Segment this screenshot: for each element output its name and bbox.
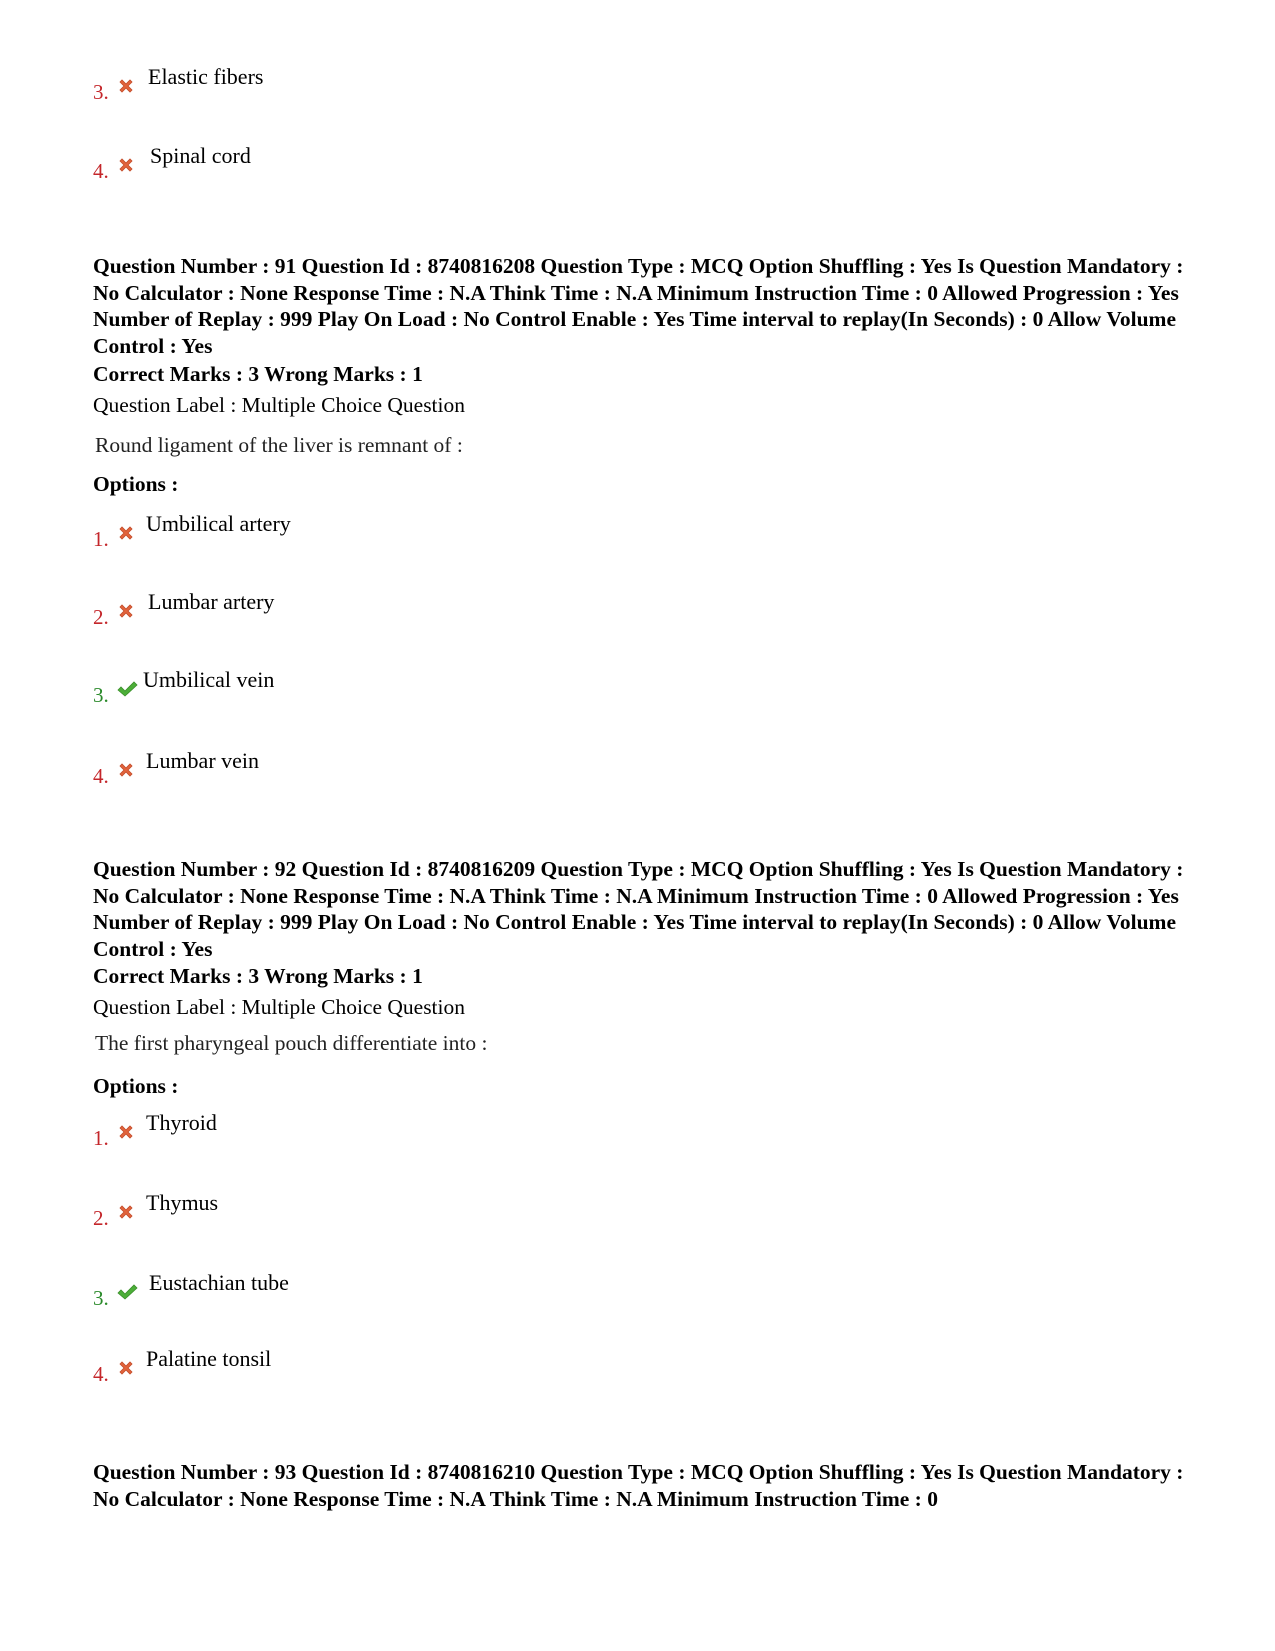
question-meta: Question Number : 91 Question Id : 8740816208 Question Type : MCQ Option Shuffling : Yes Is Question Mandatory : No Calculator : None Response Time : N.A Think Time : N.A Minimum Instruction Time : 0 Allowed Progression : Yes Number of Replay : 999 Play On Load : No Control Enable : Yes Time interval to replay(In Seconds) : 0 Allow Volume Control : Yes (93, 254, 1184, 358)
option-row (93, 1348, 693, 1388)
option-row (93, 1192, 693, 1232)
option-text: Umbilical vein (143, 667, 275, 692)
check-icon (116, 679, 136, 699)
cross-icon (116, 760, 136, 780)
option-row (93, 66, 693, 106)
option-row (93, 669, 693, 709)
question-label: Question Label : Multiple Choice Question (93, 393, 466, 417)
option-number: 2. (93, 605, 109, 629)
option-text: Thyroid (146, 1110, 217, 1135)
option-text: Thymus (146, 1190, 219, 1215)
check-icon (116, 1282, 136, 1302)
option-number: 4. (93, 764, 109, 788)
option-number: 2. (93, 1206, 109, 1230)
option-text: Palatine tonsil (146, 1346, 272, 1371)
option-text: Lumbar vein (146, 748, 260, 773)
option-row (93, 1112, 693, 1152)
option-row (93, 513, 693, 553)
cross-icon (116, 1122, 136, 1142)
question-marks: Correct Marks : 3 Wrong Marks : 1 (93, 964, 423, 988)
cross-icon (116, 76, 136, 96)
option-number: 1. (93, 527, 109, 551)
question-label: Question Label : Multiple Choice Question (93, 995, 466, 1019)
cross-icon (116, 1358, 136, 1378)
option-number: 3. (93, 80, 109, 104)
option-row (93, 591, 693, 631)
option-number: 1. (93, 1126, 109, 1150)
cross-icon (116, 523, 136, 543)
option-number: 4. (93, 159, 109, 183)
option-text: Elastic fibers (148, 64, 264, 89)
cross-icon (116, 1202, 136, 1222)
cross-icon (116, 601, 136, 621)
option-number: 3. (93, 683, 109, 707)
options-heading: Options : (93, 472, 179, 496)
option-number: 4. (93, 1362, 109, 1386)
cross-icon (116, 155, 136, 175)
option-row (93, 750, 693, 790)
option-number: 3. (93, 1286, 109, 1310)
option-row (93, 145, 693, 185)
option-text: Eustachian tube (149, 1270, 289, 1295)
options-heading: Options : (93, 1074, 179, 1098)
question-marks: Correct Marks : 3 Wrong Marks : 1 (93, 362, 423, 386)
option-row (93, 1272, 693, 1312)
question-text: The first pharyngeal pouch differentiate into : (95, 1031, 488, 1055)
option-text: Spinal cord (150, 143, 251, 168)
question-text: Round ligament of the liver is remnant of : (95, 433, 463, 457)
option-text: Umbilical artery (146, 511, 291, 536)
question-meta: Question Number : 93 Question Id : 8740816210 Question Type : MCQ Option Shuffling : Yes Is Question Mandatory : No Calculator : None Response Time : N.A Think Time : N.A Minimum Instruction Time : 0 (93, 1460, 1184, 1511)
question-meta: Question Number : 92 Question Id : 8740816209 Question Type : MCQ Option Shuffling : Yes Is Question Mandatory : No Calculator : None Response Time : N.A Think Time : N.A Minimum Instruction Time : 0 Allowed Progression : Yes Number of Replay : 999 Play On Load : No Control Enable : Yes Time interval to replay(In Seconds) : 0 Allow Volume Control : Yes (93, 857, 1184, 961)
option-text: Lumbar artery (148, 589, 275, 614)
